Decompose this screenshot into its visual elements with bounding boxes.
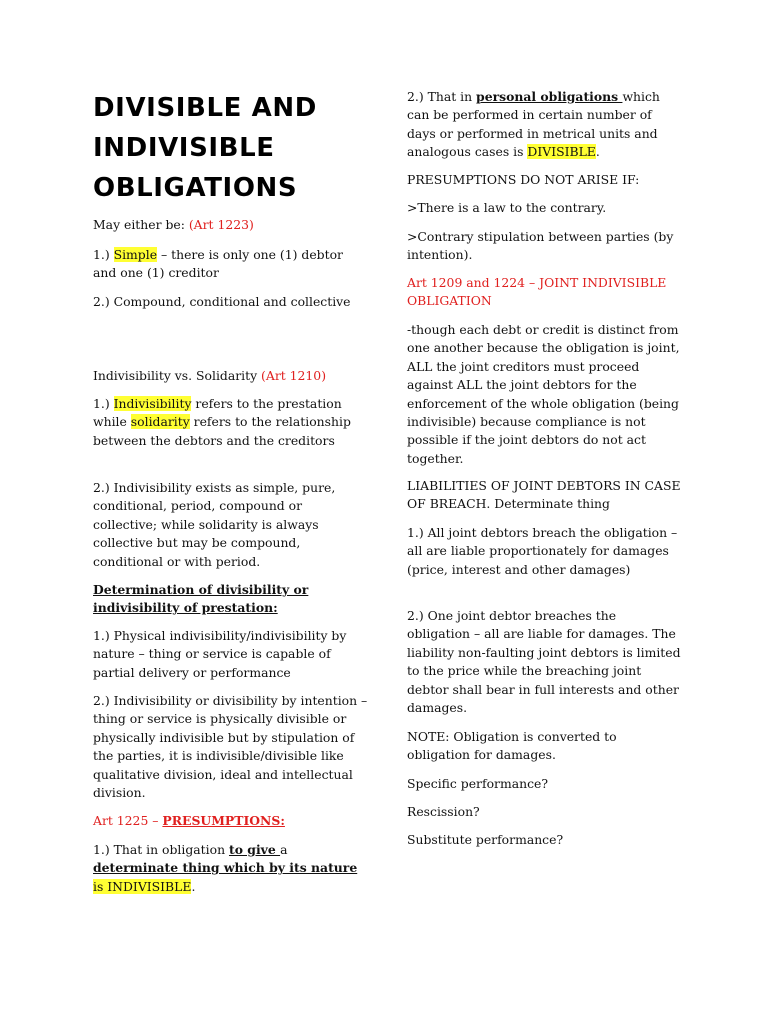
substitute-performance-question: Substitute performance? xyxy=(407,832,564,847)
art-1225-ref: Art 1225 – xyxy=(93,813,163,828)
compound-item: 2.) Compound, conditional and collective xyxy=(93,294,351,309)
joint-indivisible-explanation: -though each debt or credit is distinct from one another because the obligation is joint, ALL the joint creditors must proceed against ALL the joint debtors for the enforcement of the whole obligation (being indivisible) because compliance is not possible if the joint debtors do not act together. xyxy=(407,322,680,466)
determination-item-1: 1.) Physical indivisibility/indivisibility by nature – thing or service is capable of partial delivery or performance xyxy=(93,628,347,680)
presumption-item-2 xyxy=(407,88,682,162)
indivisible-highlight: is INDIVISIBLE xyxy=(93,878,192,894)
indivisibility-solidarity-item-2: 2.) Indivisibility exists as simple, pure, conditional, period, compound or collective; while solidarity is always collective but may be compound, conditional or with period. xyxy=(93,480,336,569)
note-paragraph: NOTE: Obligation is converted to obligation for damages. xyxy=(407,729,617,763)
simple-item xyxy=(93,246,368,283)
art-1209-1224-heading: Art 1209 and 1224 – JOINT INDIVISIBLE OBLIGATION xyxy=(407,275,667,309)
art-1225-heading xyxy=(93,812,368,830)
divisible-highlight: DIVISIBLE xyxy=(527,144,596,160)
art-1210-ref: (Art 1210) xyxy=(261,368,327,383)
personal-obligations-emphasis: personal obligations xyxy=(476,89,623,104)
solidarity-highlight: solidarity xyxy=(130,414,190,430)
document-title: DIVISIBLE AND INDIVISIBLE OBLIGATIONS xyxy=(93,93,317,203)
may-either-be-text: May either be: xyxy=(93,217,189,232)
presumptions-do-not-arise-heading: PRESUMPTIONS DO NOT ARISE IF: xyxy=(407,172,640,187)
liability-item-2: 2.) One joint debtor breaches the obligation – all are liable for damages. The liability non-faulting joint debtors is limited to the price while the breaching joint debtor shall bear in full interests and other damages. xyxy=(407,608,681,716)
liabilities-heading: LIABILITIES OF JOINT DEBTORS IN CASE OF BREACH. Determinate thing xyxy=(407,478,681,512)
item-number: 1.) xyxy=(93,396,114,411)
art-1223-ref: (Art 1223) xyxy=(188,217,254,232)
item-text: refers to the relationship between the debtors and the creditors xyxy=(93,414,351,448)
presumptions-label: PRESUMPTIONS: xyxy=(162,813,285,828)
indivisibility-highlight: Indivisibility xyxy=(113,396,192,411)
determination-item-2: 2.) Indivisibility or divisibility by intention – thing or service is physically divisible or physically indivisible but by stipulation of the parties, it is indivisible/divisible like qualitative division, ideal and intellectual division. xyxy=(93,693,368,801)
presumption-item-1 xyxy=(93,841,368,896)
contrary-stipulation-item: >Contrary stipulation between parties (by intention). xyxy=(407,229,674,263)
item-number: 1.) xyxy=(93,247,114,262)
item-text: which can be performed in certain number of days or performed in metrical units and analogous cases is xyxy=(407,89,660,160)
may-either-be-line xyxy=(93,216,368,234)
determinate-thing-emphasis: determinate thing which by its nature xyxy=(93,860,358,876)
indivisibility-vs-solidarity-heading xyxy=(93,367,368,385)
simple-highlight: Simple xyxy=(113,247,158,262)
indivisibility-solidarity-item-1 xyxy=(93,395,368,450)
liability-item-1: 1.) All joint debtors breach the obligation – all are liable proportionately for damages (price, interest and other damages) xyxy=(407,525,678,577)
to-give-emphasis: to give xyxy=(228,842,281,857)
simple-definition: – there is only one (1) debtor and one (1) creditor xyxy=(93,247,343,281)
item-text: 1.) That in obligation xyxy=(93,842,229,857)
item-text: refers to the prestation while xyxy=(93,396,342,430)
heading-text: Indivisibility vs. Solidarity xyxy=(93,368,262,383)
item-text: . xyxy=(595,144,600,160)
rescission-question: Rescission? xyxy=(407,804,480,819)
item-text: . xyxy=(191,878,196,894)
specific-performance-question: Specific performance? xyxy=(407,776,548,791)
item-text: 2.) That in xyxy=(407,89,477,104)
law-contrary-item: >There is a law to the contrary. xyxy=(407,200,607,215)
item-text: a xyxy=(280,842,288,857)
determination-heading: Determination of divisibility or indivisibility of prestation: xyxy=(93,582,309,616)
